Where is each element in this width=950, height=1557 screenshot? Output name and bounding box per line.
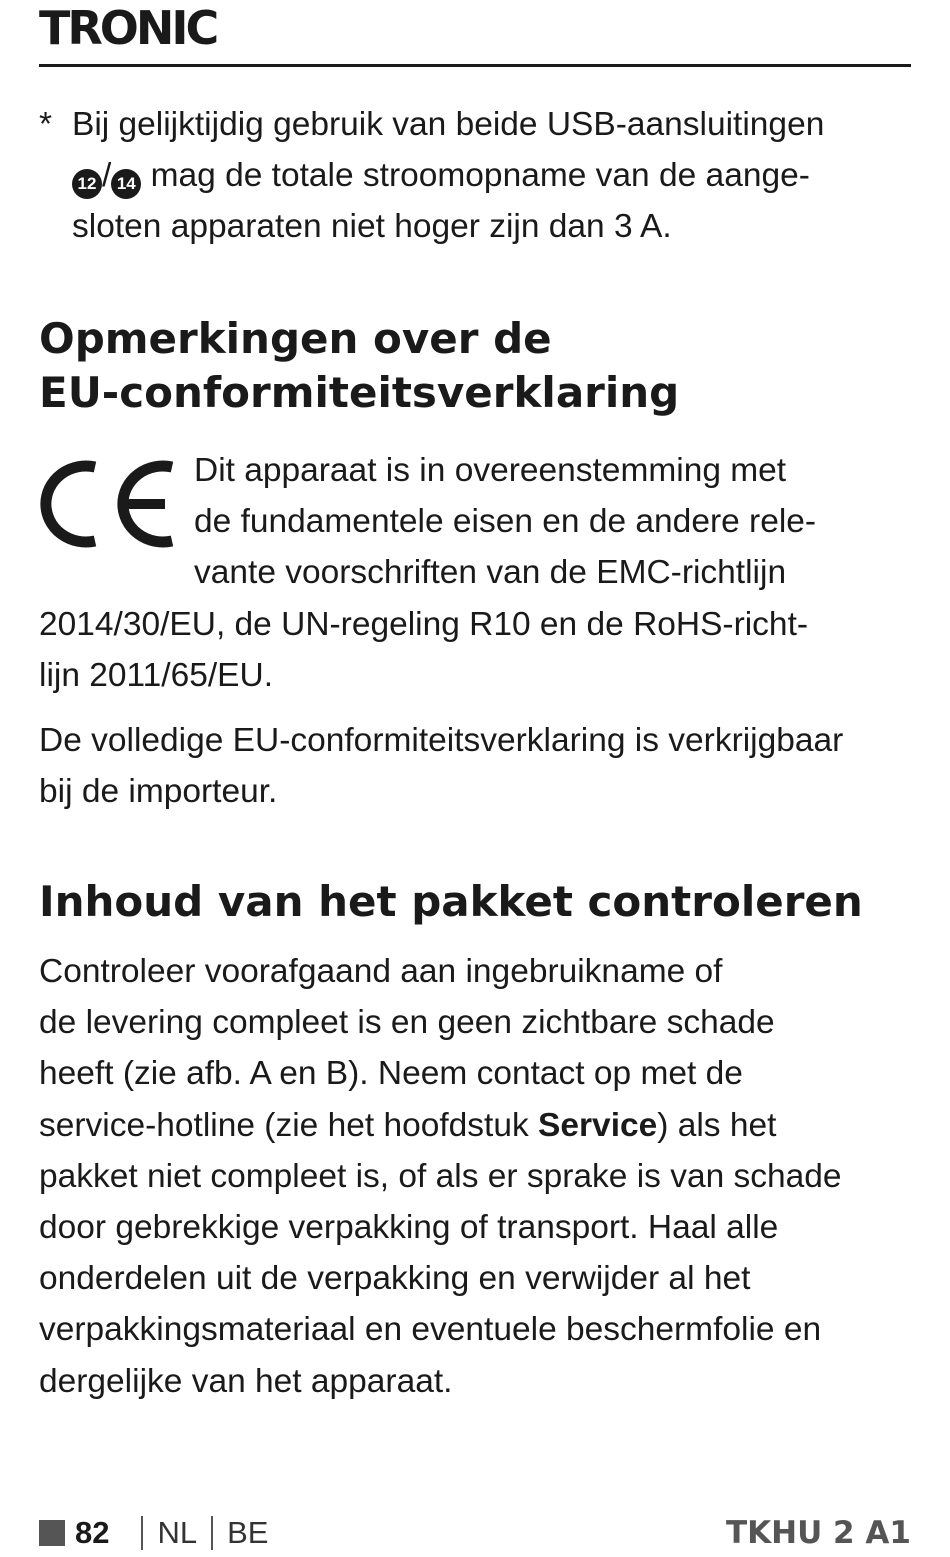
paragraph-line: dergelijke van het apparaat. — [39, 1362, 453, 1400]
language-code: NL — [157, 1515, 198, 1550]
line-text: ) als het — [657, 1106, 777, 1144]
paragraph-line: De volledige EU-conformiteitsverklaring is verkrijgbaar — [39, 722, 844, 759]
paragraph-line: bij de importeur. — [39, 773, 278, 811]
footnote-asterisk: * — [39, 106, 53, 143]
paragraph-line: Dit apparaat is in overeenstemming met — [194, 452, 787, 489]
paragraph-line: de levering compleet is en geen zichtbare schade — [39, 1004, 775, 1042]
footer-divider — [141, 1516, 143, 1550]
usb-current-note — [39, 99, 911, 253]
note-line-1: Bij gelijktijdig gebruik van beide USB-aansluitingen — [72, 106, 825, 143]
page-footer — [39, 1511, 911, 1555]
language-code: BE — [227, 1515, 269, 1550]
paragraph-line: de fundamentele eisen en de andere rele- — [194, 503, 817, 541]
note-line-2 — [72, 150, 911, 201]
package-check-paragraph — [39, 946, 911, 1407]
note-line-2-text: mag de totale stroomopname van de aange- — [141, 157, 810, 195]
footer-divider — [211, 1516, 213, 1550]
package-contents-heading: Inhoud van het pakket controleren — [39, 877, 863, 926]
service-chapter-reference: Service — [538, 1106, 658, 1144]
paragraph-line: pakket niet compleet is, of als er sprake is van schade — [39, 1157, 842, 1195]
ce-conformity-paragraph — [39, 445, 911, 701]
square-marker-icon — [39, 1520, 65, 1546]
heading-line: Opmerkingen over de — [39, 314, 552, 363]
note-line-3: sloten apparaten niet hoger zijn dan 3 A. — [72, 208, 672, 246]
paragraph-line: onderdelen uit de verpakking en verwijder al het — [39, 1260, 751, 1298]
paragraph-line: vante voorschriften van de EMC-richtlijn — [194, 554, 787, 592]
page-number: 82 — [75, 1515, 110, 1550]
model-number: TKHU 2 A1 — [725, 1515, 911, 1551]
paragraph-line: lijn 2011/65/EU. — [39, 656, 274, 694]
heading-line: EU-conformiteitsverklaring — [39, 368, 680, 417]
paragraph-line: verpakkingsmateriaal en eventuele beschermfolie en — [39, 1311, 822, 1349]
paragraph-line: door gebrekkige verpakking of transport. Haal alle — [39, 1209, 779, 1247]
footer-left — [39, 1511, 268, 1555]
usb-port-ref-icon: 14 — [111, 169, 141, 199]
paragraph-line: 2014/30/EU, de UN-regeling R10 en de RoHS-richt- — [39, 605, 809, 643]
note-text — [72, 99, 911, 253]
ref-separator: / — [102, 157, 112, 195]
brand-logo: TRONIC — [39, 1, 217, 55]
paragraph-line: heeft (zie afb. A en B). Neem contact op met de — [39, 1055, 743, 1093]
manual-page — [39, 0, 911, 1557]
eu-declaration-heading — [39, 312, 911, 420]
line-text: service-hotline (zie het hoofdstuk — [39, 1106, 539, 1144]
paragraph-line: Controleer voorafgaand aan ingebruikname of — [39, 953, 723, 990]
paragraph-line — [39, 1100, 911, 1151]
header-divider — [39, 64, 911, 67]
usb-port-ref-icon: 12 — [72, 169, 102, 199]
full-declaration-paragraph — [39, 715, 911, 817]
